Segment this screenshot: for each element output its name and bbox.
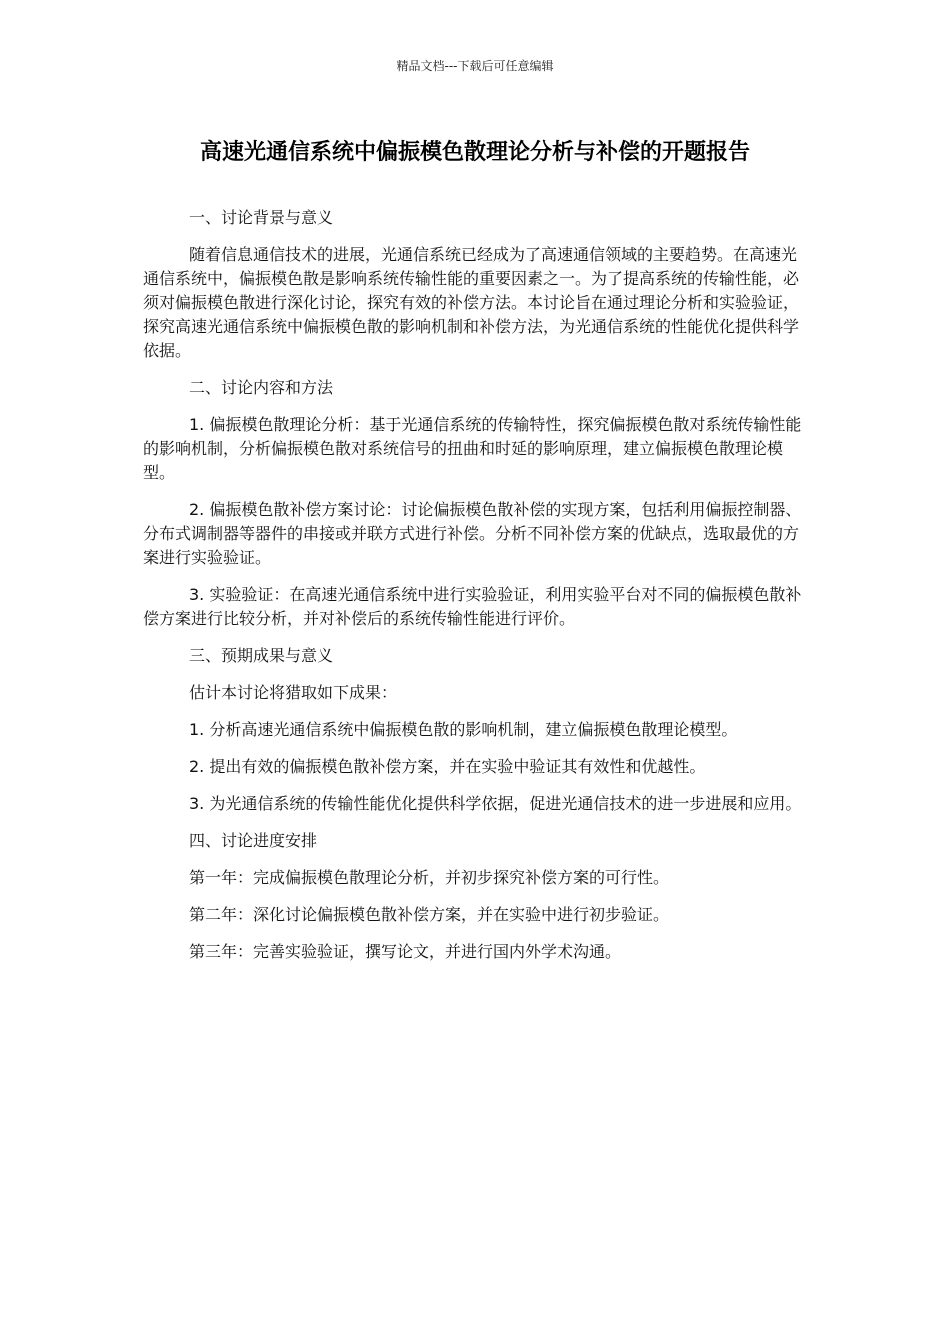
paragraph-method-1: 1. 偏振模色散理论分析：基于光通信系统的传输特性，探究偏振模色散对系统传输性能的影响机制，分析偏振模色散对系统信号的扭曲和时延的影响原理，建立偏振模色散理论模型。: [143, 415, 802, 482]
paragraph-background: 随着信息通信技术的进展，光通信系统已经成为了高速通信领域的主要趋势。在高速光通信系统中，偏振模色散是影响系统传输性能的重要因素之一。为了提高系统的传输性能，必须对偏振模色散进行深化讨论，探究有效的补偿方法。本讨论旨在通过理论分析和实验验证，探究高速光通信系统中偏振模色散的影响机制和补偿方法，为光通信系统的性能优化提供科学依据。: [143, 245, 800, 360]
document-body: [143, 206, 807, 977]
section-heading-expected-results: 三、预期成果与意义: [189, 646, 334, 665]
paragraph-schedule-year-1: 第一年：完成偏振模色散理论分析，并初步探究补偿方案的可行性。: [189, 868, 670, 887]
paragraph-results-intro: 估计本讨论将猎取如下成果：: [189, 683, 398, 702]
paragraph-method-3: 3. 实验验证：在高速光通信系统中进行实验验证，利用实验平台对不同的偏振模色散补偿方案进行比较分析，并对补偿后的系统传输性能进行评价。: [143, 585, 802, 628]
section-heading-schedule: 四、讨论进度安排: [189, 831, 318, 850]
paragraph-result-1: 1. 分析高速光通信系统中偏振模色散的影响机制，建立偏振模色散理论模型。: [189, 720, 738, 739]
paragraph-result-3: 3. 为光通信系统的传输性能优化提供科学依据，促进光通信技术的进一步进展和应用。: [189, 794, 802, 813]
paragraph-schedule-year-2: 第二年：深化讨论偏振模色散补偿方案，并在实验中进行初步验证。: [189, 905, 670, 924]
paragraph-result-2: 2. 提出有效的偏振模色散补偿方案，并在实验中验证其有效性和优越性。: [189, 757, 706, 776]
header-note: 精品文档---下载后可任意编辑: [396, 59, 554, 73]
section-heading-background: 一、讨论背景与意义: [189, 208, 334, 227]
paragraph-schedule-year-3: 第三年：完善实验验证，撰写论文，并进行国内外学术沟通。: [189, 942, 622, 961]
paragraph-method-2: 2. 偏振模色散补偿方案讨论：讨论偏振模色散补偿的实现方案，包括利用偏振控制器、分布式调制器等器件的串接或并联方式进行补偿。分析不同补偿方案的优缺点，选取最优的方案进行实验验证。: [143, 500, 802, 567]
document-title: 高速光通信系统中偏振模色散理论分析与补偿的开题报告: [199, 140, 750, 165]
section-heading-content-methods: 二、讨论内容和方法: [189, 378, 334, 397]
